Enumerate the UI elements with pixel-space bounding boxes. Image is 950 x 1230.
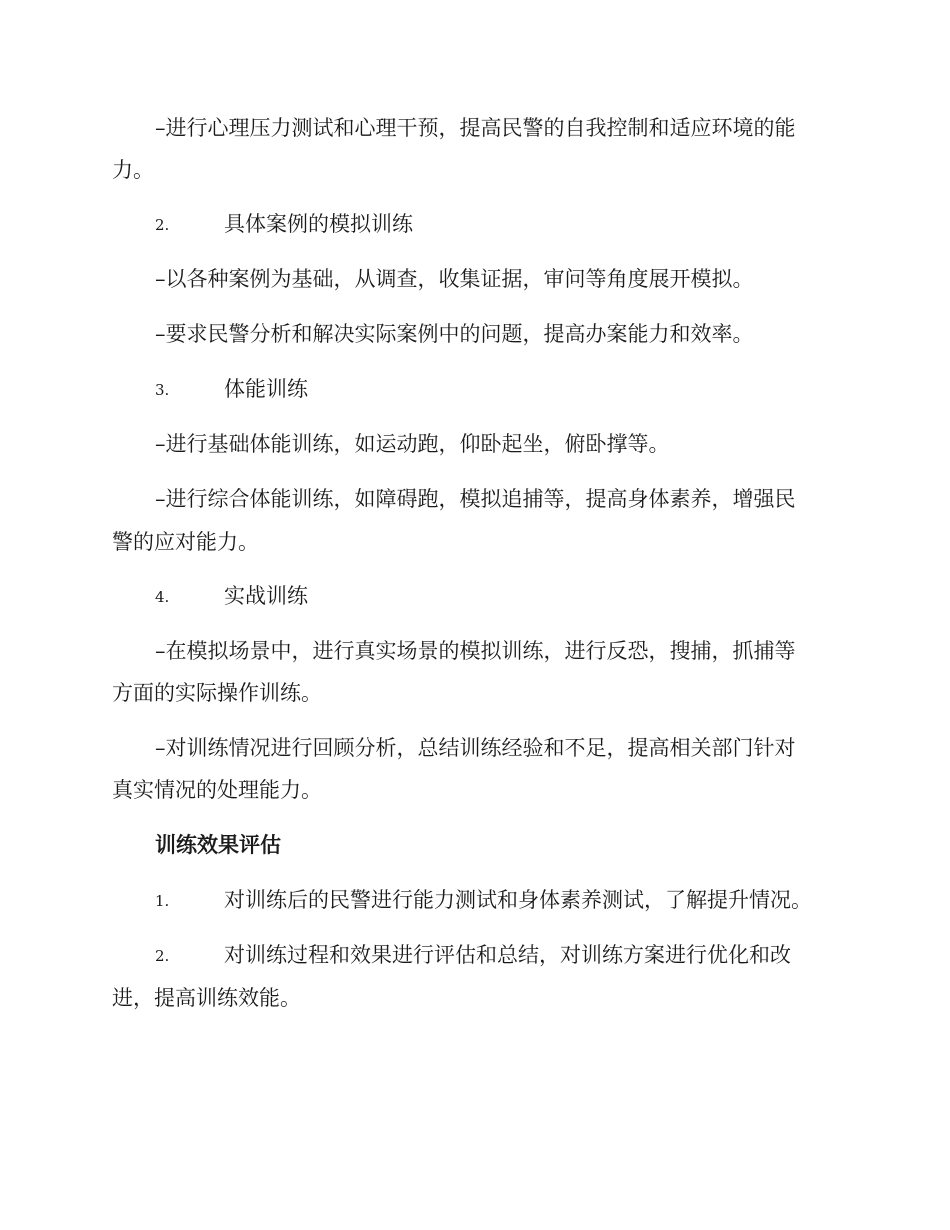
paragraph-combined-fitness-line-2: 警的应对能力。 [112, 530, 259, 554]
paragraph-case-basis: –以各种案例为基础，从调查，收集证据，审问等角度展开模拟。 [155, 267, 754, 291]
paragraph-case-analysis: –要求民警分析和解决实际案例中的问题，提高办案能力和效率。 [155, 322, 754, 346]
item-title-combat: 实战训练 [224, 584, 308, 608]
paragraph-basic-fitness: –进行基础体能训练，如运动跑，仰卧起坐，俯卧撑等。 [155, 432, 670, 456]
paragraph-review-line-1: –对训练情况进行回顾分析，总结训练经验和不足，提高相关部门针对 [155, 736, 796, 760]
paragraph-psych-line-2: 力。 [112, 158, 154, 182]
eval-item-number-1: 1. [155, 892, 170, 910]
paragraph-scenario-line-1: –在模拟场景中，进行真实场景的模拟训练，进行反恐，搜捕，抓捕等 [155, 639, 796, 663]
eval-item-2-line-1: 对训练过程和效果进行评估和总结，对训练方案进行优化和改 [224, 943, 791, 967]
paragraph-combined-fitness-line-1: –进行综合体能训练，如障碍跑，模拟追捕等，提高身体素养，增强民 [155, 487, 796, 511]
paragraph-scenario-line-2: 方面的实际操作训练。 [112, 681, 322, 705]
eval-item-1-text: 对训练后的民警进行能力测试和身体素养测试，了解提升情况。 [224, 888, 812, 912]
paragraph-review-line-2: 真实情况的处理能力。 [112, 778, 322, 802]
eval-item-2-line-2: 进，提高训练效能。 [112, 986, 301, 1010]
item-number-2: 2. [155, 216, 170, 234]
item-number-4: 4. [155, 588, 170, 606]
item-title-fitness: 体能训练 [224, 377, 308, 401]
item-number-3: 3. [155, 381, 170, 399]
eval-item-number-2: 2. [155, 947, 170, 965]
paragraph-psych-line-1: –进行心理压力测试和心理干预，提高民警的自我控制和适应环境的能 [155, 116, 796, 140]
item-title-case-simulation: 具体案例的模拟训练 [224, 212, 413, 236]
section-heading: 训练效果评估 [155, 832, 281, 857]
